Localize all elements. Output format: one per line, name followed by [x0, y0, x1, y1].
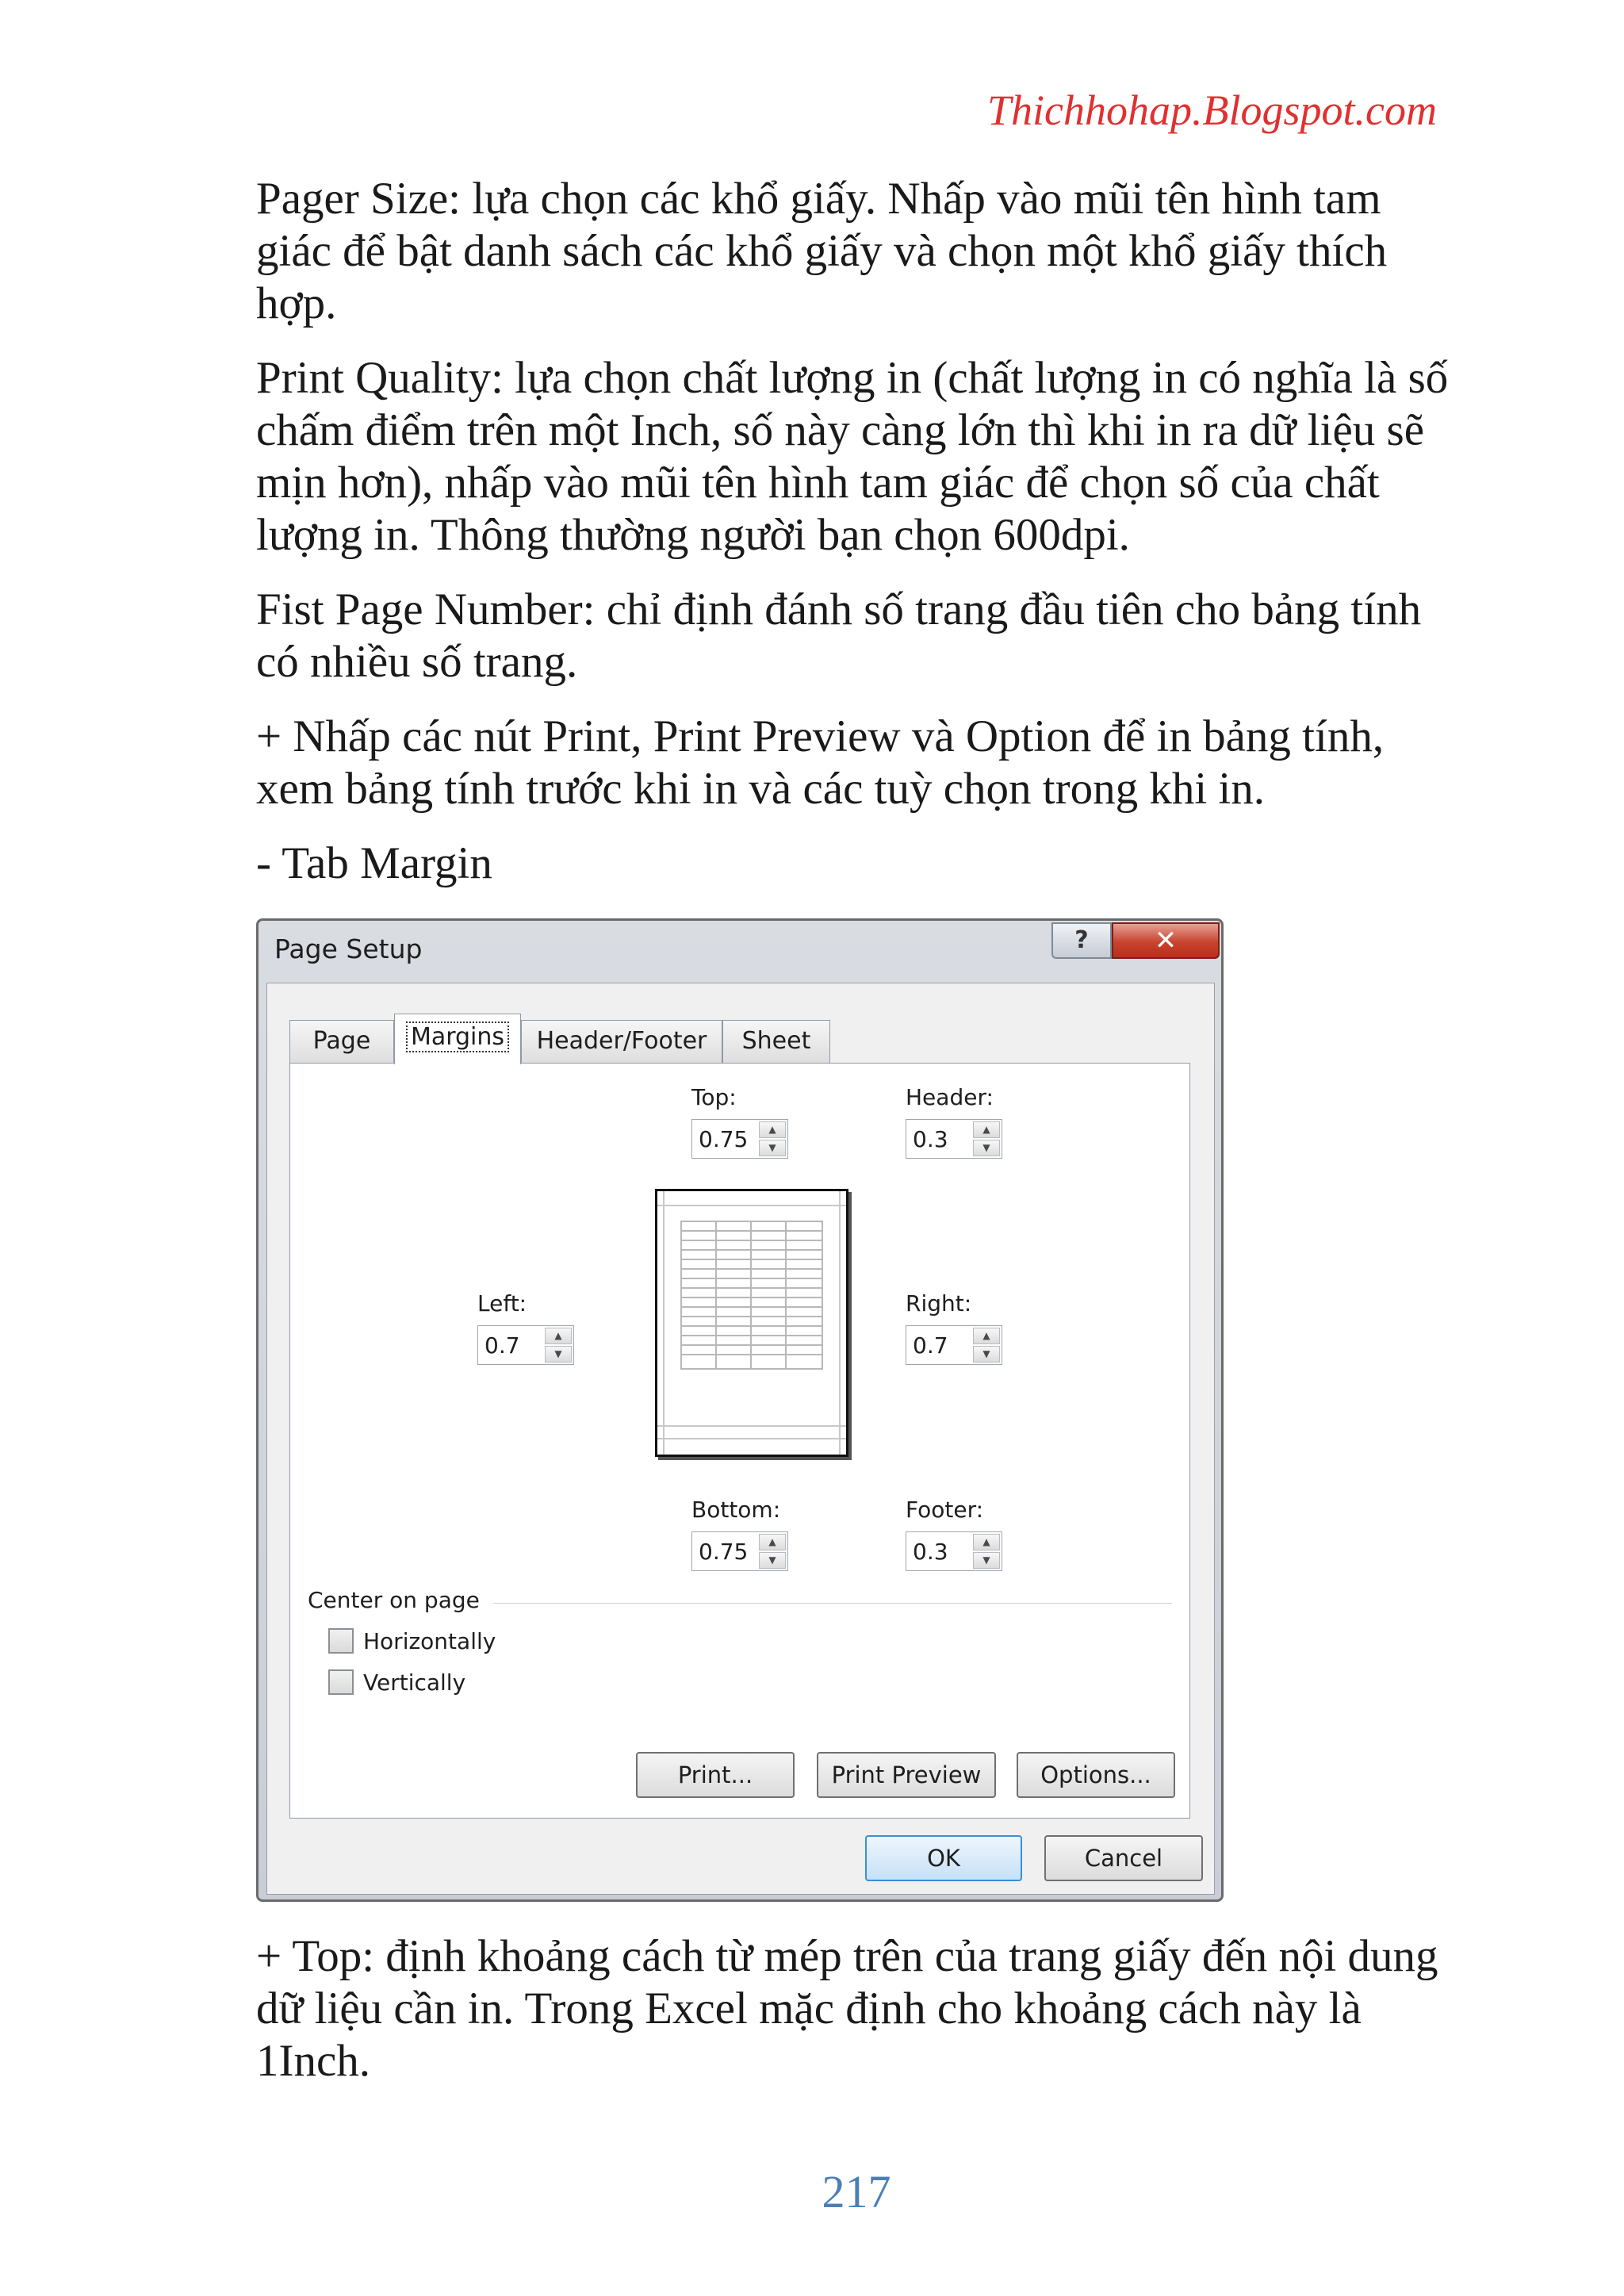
page-preview — [655, 1189, 848, 1457]
left-input[interactable]: 0.7 — [485, 1332, 520, 1359]
arrow-down-icon: ▼ — [982, 1348, 990, 1359]
page-setup-dialog — [256, 918, 1224, 1902]
left-label: Left: — [477, 1290, 527, 1317]
center-on-page-label: Center on page — [308, 1587, 480, 1613]
paragraph-tab-margin: - Tab Margin — [256, 838, 492, 888]
intro-text — [256, 173, 1461, 890]
arrow-up-icon: ▲ — [982, 1124, 990, 1135]
left-spin-buttons — [545, 1328, 572, 1363]
vertically-checkbox[interactable] — [328, 1669, 354, 1695]
paragraph-print-buttons: + Nhấp các nút Print, Print Preview và Option để in bảng tính, xem bảng tính trước khi in và các tuỳ chọn trong khi in. — [256, 711, 1385, 814]
right-input[interactable]: 0.7 — [913, 1332, 948, 1359]
footer-label: Footer: — [906, 1497, 984, 1523]
bottom-input[interactable]: 0.75 — [699, 1539, 749, 1565]
tab-header-footer[interactable] — [521, 1020, 722, 1063]
footer-spin-buttons — [973, 1534, 1000, 1569]
paragraph-paper-size: Pager Size: lựa chọn các khổ giấy. Nhấp vào mũi tên hình tam giác để bật danh sách các khổ giấy và chọn một khổ giấy thích hợp. — [256, 174, 1388, 328]
right-increment-button[interactable] — [973, 1328, 1000, 1344]
section-divider — [493, 1603, 1172, 1604]
tab-page[interactable] — [289, 1020, 394, 1063]
tab-margins[interactable] — [394, 1014, 521, 1064]
dialog-client — [266, 983, 1215, 1895]
footer-increment-button[interactable] — [973, 1534, 1000, 1550]
top-spinner[interactable] — [691, 1119, 788, 1159]
page-preview-graphic — [657, 1191, 846, 1455]
tab-margins-label: Margins — [406, 1022, 509, 1052]
footer-decrement-button[interactable] — [973, 1552, 1000, 1569]
help-button[interactable] — [1051, 922, 1112, 959]
print-preview-button-label: Print Preview — [831, 1761, 982, 1788]
tab-page-label: Page — [312, 1027, 371, 1055]
cancel-button[interactable] — [1044, 1835, 1203, 1881]
bottom-decrement-button[interactable] — [759, 1552, 786, 1569]
question-icon: ? — [1074, 926, 1089, 954]
tab-sheet-label: Sheet — [741, 1027, 811, 1055]
cancel-button-label: Cancel — [1084, 1845, 1163, 1872]
tab-sheet[interactable] — [722, 1020, 830, 1063]
dialog-title: Page Setup — [274, 933, 423, 964]
arrow-up-icon: ▲ — [982, 1536, 990, 1547]
paragraph-print-quality: Print Quality: lựa chọn chất lượng in (chất lượng in có nghĩa là số chấm điểm trên một Inch, số này càng lớn thì khi in ra dữ liệu sẽ mịn hơn), nhấp vào mũi tên hình tam giác để chọn số của chất lượng in. Thông thường người bạn chọn 600dpi. — [256, 353, 1449, 560]
left-decrement-button[interactable] — [545, 1346, 572, 1363]
arrow-down-icon: ▼ — [554, 1348, 562, 1359]
arrow-down-icon: ▼ — [768, 1142, 776, 1153]
ok-button-label: OK — [927, 1845, 960, 1872]
blog-header: Thichhohap.Blogspot.com — [987, 86, 1437, 134]
dialog-titlebar[interactable] — [259, 921, 1221, 981]
header-spinner[interactable] — [906, 1119, 1002, 1159]
right-decrement-button[interactable] — [973, 1346, 1000, 1363]
footer-text — [256, 1930, 1461, 2087]
header-label: Header: — [906, 1084, 994, 1110]
top-increment-button[interactable] — [759, 1121, 786, 1138]
right-spin-buttons — [973, 1328, 1000, 1363]
header-increment-button[interactable] — [973, 1121, 1000, 1138]
right-spinner[interactable] — [906, 1325, 1002, 1365]
print-button[interactable] — [636, 1752, 795, 1798]
footer-spinner[interactable] — [906, 1531, 1002, 1571]
vertically-label[interactable]: Vertically — [363, 1669, 466, 1696]
margins-panel — [289, 1063, 1190, 1819]
bottom-spin-buttons — [759, 1534, 786, 1569]
top-decrement-button[interactable] — [759, 1140, 786, 1156]
options-button-label: Options... — [1040, 1761, 1151, 1788]
arrow-up-icon: ▲ — [768, 1536, 776, 1547]
paragraph-top-margin: + Top: định khoảng cách từ mép trên của trang giấy đến nội dung dữ liệu cần in. Trong Excel mặc định cho khoảng cách này là 1Inch. — [256, 1931, 1438, 2086]
right-label: Right: — [906, 1290, 972, 1317]
footer-input[interactable]: 0.3 — [913, 1539, 948, 1565]
arrow-up-icon: ▲ — [554, 1330, 562, 1341]
ok-button[interactable] — [865, 1835, 1022, 1881]
bottom-increment-button[interactable] — [759, 1534, 786, 1550]
top-spin-buttons — [759, 1121, 786, 1156]
bottom-label: Bottom: — [691, 1497, 781, 1523]
tab-header-footer-label: Header/Footer — [536, 1027, 707, 1055]
page-number: 217 — [822, 2166, 891, 2217]
arrow-up-icon: ▲ — [768, 1124, 776, 1135]
horizontally-label[interactable]: Horizontally — [363, 1628, 496, 1654]
bottom-spinner[interactable] — [691, 1531, 788, 1571]
close-icon: ✕ — [1154, 925, 1178, 956]
arrow-up-icon: ▲ — [982, 1330, 990, 1341]
arrow-down-icon: ▼ — [982, 1142, 990, 1153]
arrow-down-icon: ▼ — [768, 1554, 776, 1566]
horizontally-checkbox[interactable] — [328, 1628, 354, 1654]
header-input[interactable]: 0.3 — [913, 1126, 948, 1152]
header-spin-buttons — [973, 1121, 1000, 1156]
options-button[interactable] — [1017, 1752, 1175, 1798]
print-preview-button[interactable] — [817, 1752, 996, 1798]
arrow-down-icon: ▼ — [982, 1554, 990, 1566]
left-spinner[interactable] — [477, 1325, 574, 1365]
top-input[interactable]: 0.75 — [699, 1126, 749, 1152]
close-button[interactable] — [1112, 922, 1220, 959]
top-label: Top: — [691, 1084, 737, 1110]
paragraph-first-page-number: Fist Page Number: chỉ định đánh số trang đầu tiên cho bảng tính có nhiều số trang. — [256, 585, 1422, 687]
header-decrement-button[interactable] — [973, 1140, 1000, 1156]
left-increment-button[interactable] — [545, 1328, 572, 1344]
print-button-label: Print... — [677, 1761, 753, 1788]
